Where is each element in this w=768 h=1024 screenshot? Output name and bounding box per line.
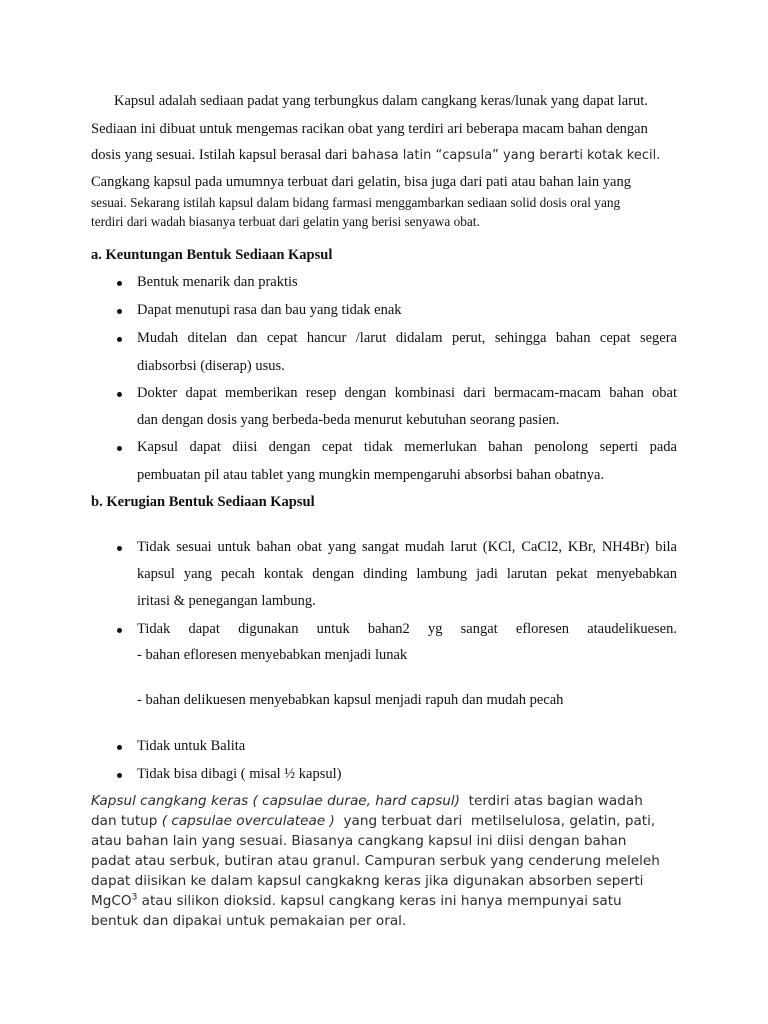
section-a-item-4-line-1: Dokter dapat memberikan resep dengan kombinasi dari bermacam-macam bahan obat bbox=[137, 385, 677, 401]
hard-capsule-line-3: atau bahan lain yang sesuai. Biasanya cangkang kapsul ini diisi dengan bahan bbox=[91, 833, 627, 849]
section-a-item-5-line-1: Kapsul dapat diisi dengan cepat tidak memerlukan bahan penolong seperti pada bbox=[137, 439, 677, 455]
intro-line-3-text: dosis yang sesuai. Istilah kapsul berasal dari bbox=[91, 147, 348, 163]
bullet-icon bbox=[117, 745, 122, 750]
hard-capsule-line-2-rest: yang terbuat dari metilselulosa, gelatin, pati, bbox=[334, 813, 656, 829]
hard-capsule-line-1 bbox=[91, 793, 643, 809]
section-b-item-4: Tidak bisa dibagi ( misal ½ kapsul) bbox=[137, 766, 342, 782]
intro-line-2: Sediaan ini dibuat untuk mengemas racikan obat yang terdiri ari beberapa macam bahan dengan bbox=[91, 121, 648, 137]
hard-capsule-line-5: dapat diisikan ke dalam kapsul cangkakng keras jika digunakan absorben seperti bbox=[91, 873, 644, 889]
bullet-icon bbox=[117, 773, 122, 778]
hard-capsule-line-2 bbox=[91, 813, 655, 829]
bullet-icon bbox=[117, 337, 122, 342]
section-b-item-2-line-3: - bahan delikuesen menyebabkan kapsul menjadi rapuh dan mudah pecah bbox=[137, 692, 564, 708]
section-a-item-3-line-1: Mudah ditelan dan cepat hancur /larut didalam perut, sehingga bahan cepat segera bbox=[137, 330, 677, 346]
intro-line-3-latin: bahasa latin “capsula” yang berarti kotak kecil. bbox=[351, 148, 661, 163]
hard-capsule-line-6-rest: atau silikon dioksid. kapsul cangkang keras ini hanya mempunyai satu bbox=[137, 893, 622, 909]
section-a-item-2: Dapat menutupi rasa dan bau yang tidak enak bbox=[137, 302, 402, 318]
intro-line-1: Kapsul adalah sediaan padat yang terbungkus dalam cangkang keras/lunak yang dapat larut. bbox=[114, 93, 648, 109]
intro-line-5: sesuai. Sekarang istilah kapsul dalam bidang farmasi menggambarkan sediaan solid dosis oral yang bbox=[91, 195, 621, 210]
hard-capsule-line-4: padat atau serbuk, butiran atau granul. Campuran serbuk yang cenderung meleleh bbox=[91, 853, 660, 869]
section-a-heading: a. Keuntungan Bentuk Sediaan Kapsul bbox=[91, 247, 333, 263]
section-b-item-1-line-2: kapsul yang pecah kontak dengan dinding lambung jadi larutan pekat menyebabkan bbox=[137, 566, 677, 582]
section-b-item-1-line-1: Tidak sesuai untuk bahan obat yang sangat mudah larut (KCl, CaCl2, KBr, NH4Br) bila bbox=[137, 539, 677, 555]
bullet-icon bbox=[117, 628, 122, 633]
intro-line-6: terdiri dari wadah biasanya terbuat dari gelatin yang berisi senyawa obat. bbox=[91, 214, 480, 229]
section-b-item-2-line-2: - bahan efloresen menyebabkan menjadi lunak bbox=[137, 647, 408, 663]
section-a-item-5-line-2: pembuatan pil atau tablet yang mungkin mempengaruhi absorbsi bahan obatnya. bbox=[137, 467, 605, 483]
hard-capsule-term: Kapsul cangkang keras ( capsulae durae, hard capsul) bbox=[91, 793, 460, 809]
section-a-item-3-line-2: diabsorbsi (diserap) usus. bbox=[137, 358, 285, 374]
intro-line-3 bbox=[91, 146, 660, 164]
section-b-item-2-line-1: Tidak dapat digunakan untuk bahan2 yg sangat efloresen ataudelikuesen. bbox=[137, 621, 677, 637]
bullet-icon bbox=[117, 546, 122, 551]
hard-capsule-line-2-start: dan tutup bbox=[91, 813, 162, 829]
bullet-icon bbox=[117, 309, 122, 314]
bullet-icon bbox=[117, 446, 122, 451]
bullet-icon bbox=[117, 281, 122, 286]
hard-capsule-line-6 bbox=[91, 893, 622, 909]
hard-capsule-superscript: 3 bbox=[131, 892, 138, 903]
section-a-item-1: Bentuk menarik dan praktis bbox=[137, 274, 298, 290]
hard-capsule-mgco: MgCO bbox=[91, 893, 132, 909]
bullet-icon bbox=[117, 392, 122, 397]
section-b-item-3: Tidak untuk Balita bbox=[137, 738, 246, 754]
hard-capsule-line-7: bentuk dan dipakai untuk pemakaian per oral. bbox=[91, 913, 407, 929]
section-b-heading: b. Kerugian Bentuk Sediaan Kapsul bbox=[91, 494, 315, 510]
intro-line-4: Cangkang kapsul pada umumnya terbuat dari gelatin, bisa juga dari pati atau bahan lain yang bbox=[91, 174, 631, 190]
hard-capsule-cap-term: ( capsulae overculateae ) bbox=[161, 813, 335, 829]
section-b-item-1-line-3: iritasi & penegangan lambung. bbox=[137, 593, 316, 609]
hard-capsule-line-1-rest: terdiri atas bagian wadah bbox=[459, 793, 643, 809]
section-a-item-4-line-2: dan dengan dosis yang berbeda-beda menurut kebutuhan seorang pasien. bbox=[137, 412, 560, 428]
